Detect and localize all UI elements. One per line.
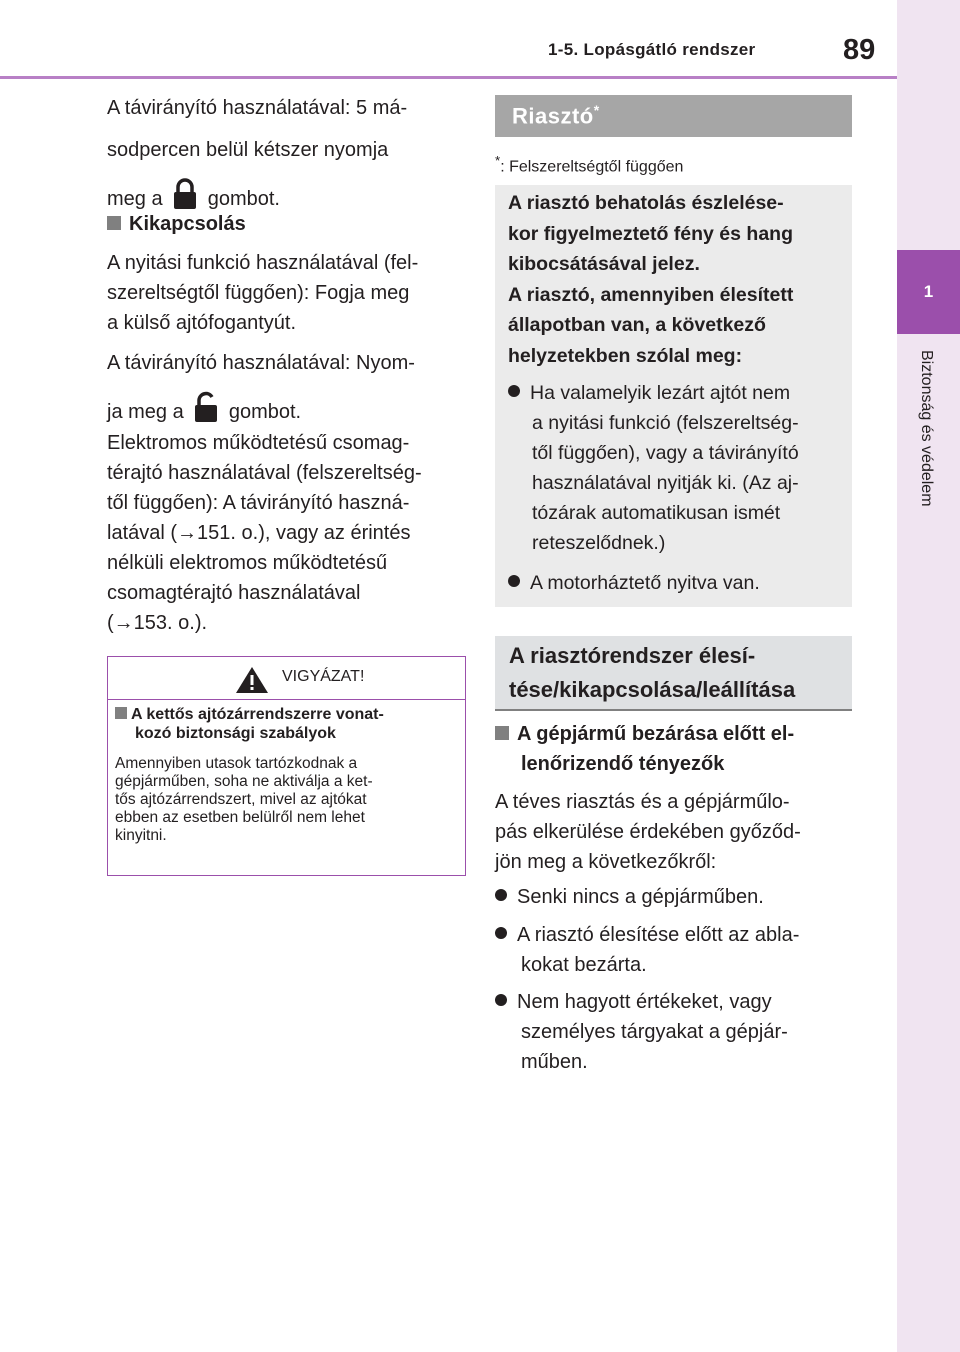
header-rule	[0, 76, 897, 79]
list-item: Nem hagyott értékeket, vagy személyes tárgyakat a gépjár- műben.	[495, 987, 788, 1077]
round-bullet-icon	[495, 994, 507, 1006]
running-header-title: 1-5. Lopásgátló rendszer	[548, 40, 756, 59]
section-heading-riaszto: Riasztó*	[495, 95, 852, 137]
caution-box	[107, 656, 466, 876]
unlock-icon	[193, 390, 219, 433]
disarm-remote-paragraph: A távirányító használatával: Nyom- ja meg a gombot.	[107, 348, 415, 433]
kikapcsolas-heading: Kikapcsolás	[107, 209, 246, 239]
list-item: Senki nincs a gépjárműben.	[495, 882, 764, 912]
alarm-summary-box	[495, 185, 852, 607]
chapter-number: 1	[923, 282, 934, 301]
caution-subtitle: A kettős ajtózárrendszerre vonat- kozó biztonsági szabályok	[115, 705, 384, 743]
arming-remote-paragraph	[107, 93, 407, 220]
warning-triangle-icon	[235, 666, 269, 699]
caution-title: VIGYÁZAT!	[282, 668, 365, 685]
chapter-label: Biztonság és védelem	[918, 350, 935, 507]
round-bullet-icon	[508, 575, 520, 587]
equipment-note: *: Felszereltségtől függően	[495, 153, 684, 176]
chapter-side-tab	[897, 0, 960, 1352]
chapter-number-tab[interactable]	[897, 250, 960, 334]
text-line: A távirányító használatával: 5 má-	[107, 97, 408, 119]
square-bullet-icon	[115, 707, 127, 719]
list-item: Ha valamelyik lezárt ajtót nem a nyitási funkció (felszereltség- től függően), vagy a távirányító használatával nyitják ki. (Az aj- tózárak automatikusan ismét reteszelődnek.)	[508, 378, 799, 558]
caution-header	[108, 657, 465, 700]
power-tailgate-paragraph: Elektromos működtetésű csomag- térajtó használatával (felszereltség- től függően): A távirányító haszná- latával (→151. o.), vagy az érintés nélküli elektromos működtetésű csomagtérajtó használatával (→153. o.).	[107, 432, 422, 634]
checklist-subheading: A gépjármű bezárása előtt el- lenőrizendő tényezők	[495, 719, 794, 779]
text-line: meg a gombot.	[107, 177, 407, 220]
section-heading-arming: A riasztórendszer élesí- tése/kikapcsolása/leállítása	[495, 636, 852, 711]
round-bullet-icon	[495, 889, 507, 901]
page-number: 89	[843, 34, 876, 66]
list-item: A riasztó élesítése előtt az abla- kokat bezárta.	[495, 920, 799, 980]
list-item: A motorháztető nyitva van.	[508, 568, 760, 598]
square-bullet-icon	[495, 726, 509, 740]
round-bullet-icon	[508, 385, 520, 397]
door-handle-paragraph: A nyitási funkció használatával (fel- szereltségtől függően): Fogja meg a külső ajtófogantyút.	[107, 252, 419, 334]
caution-body: Amennyiben utasok tartózkodnak a gépjárműben, soha ne aktiválja a ket- tős ajtózárrendszert, mivel az ajtókat ebben az esetben belülről nem lehet kinyitni.	[115, 755, 373, 844]
checklist-intro: A téves riasztás és a gépjárműlo- pás elkerülése érdekében győződ- jön meg a következőkről:	[495, 791, 801, 873]
text-line: sodpercen belül kétszer nyomja	[107, 139, 389, 161]
square-bullet-icon	[107, 216, 121, 230]
round-bullet-icon	[495, 927, 507, 939]
alarm-intro: A riasztó behatolás észlelése- kor figyelmeztető fény és hang kibocsátásával jelez. A riasztó, amennyiben élesített állapotban van, a következő helyzetekben szólal meg:	[508, 192, 794, 367]
